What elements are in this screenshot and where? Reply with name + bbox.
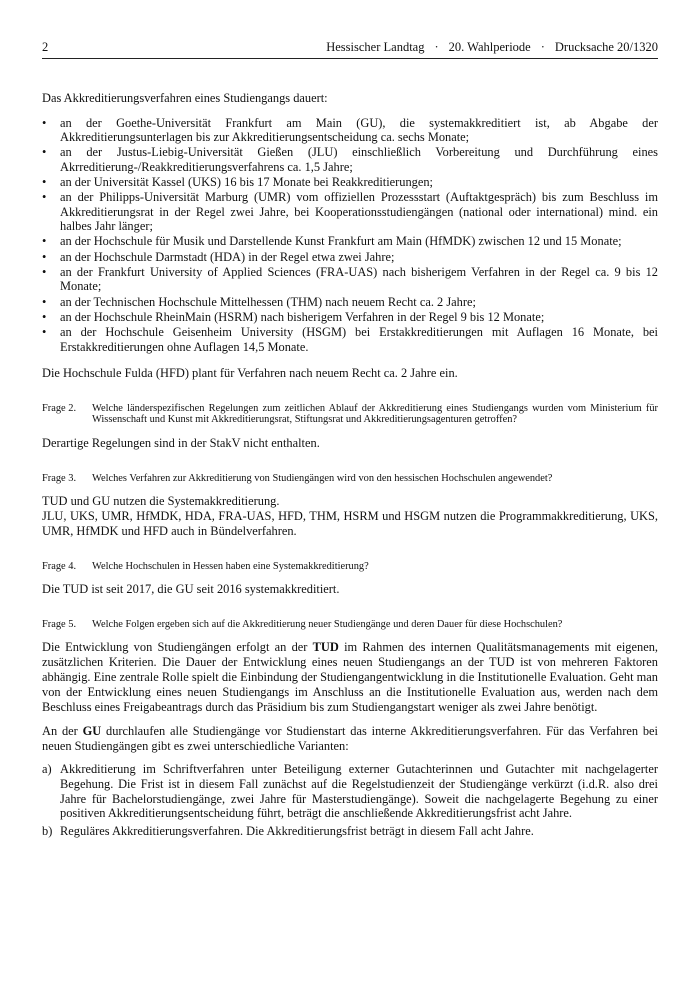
- list-item: a) Akkreditierung im Schriftverfahren unter Beteiligung externer Gutachterinnen und Gutachter mit nachgelagerter Begehung. Die Frist ist in diesem Fall zunächst auf die Regelstudienzeit der Studiengänge verkürzt (i.d.R. also drei Jahre für Bachelorstudiengänge, zwei Jahre für Masterstudiengänge). Soweit die nachgelagerte Begehung zu einer positiven Akkreditierungsentscheidung führt, beträgt die anschließende Akkreditierungsfrist acht Jahre.: [42, 762, 658, 821]
- list-item: • an der Philipps-Universität Marburg (UMR) vom offiziellen Prozessstart (Auftaktgespräch) bis zum Beschluss im Akkreditierungsrat in der Regel zwei Jahre, bei Kooperationsstudiengängen (national oder international) mind. ein halbes Jahr länger;: [42, 190, 658, 233]
- answer-5-gu-paragraph: An der GU durchlaufen alle Studiengänge vor Studienstart das interne Akkreditierungsverfahren. Für das Verfahren bei neuen Studiengängen gibt es zwei unterschiedliche Varianten:: [42, 724, 658, 754]
- bullet-icon: •: [42, 190, 47, 205]
- variant-list: [42, 762, 658, 839]
- tud-abbrev: TUD: [312, 640, 339, 655]
- question-4: [42, 561, 658, 573]
- question-2: [42, 403, 658, 426]
- bullet-icon: •: [42, 264, 47, 279]
- bullet-icon: •: [42, 145, 47, 160]
- gu-abbrev: GU: [82, 724, 102, 739]
- page-header: [42, 40, 658, 59]
- list-item: • an der Justus-Liebig-Universität Gießen (JLU) einschließlich Vorbereitung und Durchführung eines Akrreditierung-/Reakkreditierungsverfahrens ca. 1,5 Jahre;: [42, 145, 658, 174]
- bullet-icon: •: [42, 325, 47, 340]
- answer-2: Derartige Regelungen sind in der StakV nicht enthalten.: [42, 435, 320, 450]
- header-separator: ·: [434, 40, 439, 54]
- intro-paragraph: Das Akkreditierungsverfahren eines Studiengangs dauert:: [42, 91, 328, 105]
- header-info: [326, 40, 658, 55]
- bullet-icon: •: [42, 294, 47, 309]
- bullet-icon: •: [42, 249, 47, 264]
- question-text: Welche Folgen ergeben sich auf die Akkreditierung neuer Studiengänge und deren Dauer für diese Hochschulen?: [92, 618, 563, 630]
- list-item: b) Reguläres Akkreditierungsverfahren. Die Akkreditierungsfrist beträgt in diesem Fall acht Jahre.: [42, 824, 534, 839]
- page-number: 2: [42, 40, 49, 54]
- list-item: • an der Hochschule für Musik und Darstellende Kunst Frankfurt am Main (HfMDK) zwischen 12 und 15 Monate;: [42, 234, 622, 249]
- question-label: Frage 2.: [42, 402, 77, 414]
- question-label: Frage 3.: [42, 472, 77, 484]
- list-item: • an der Technischen Hochschule Mittelhessen (THM) nach neuem Recht ca. 2 Jahre;: [42, 294, 476, 309]
- duration-list: [42, 116, 658, 354]
- question-5: [42, 619, 658, 631]
- fulda-paragraph: Die Hochschule Fulda (HFD) plant für Verfahren nach neuem Recht ca. 2 Jahre ein.: [42, 365, 458, 380]
- question-text: Welche länderspezifischen Regelungen zum zeitlichen Ablauf der Akkreditierung eines Studiengangs wurden vom Ministerium für Wissenschaft und Kunst mit Akkreditierungsrat, Stiftungsrat und Akkreditierungsagenturen getroffen?: [92, 402, 658, 426]
- answer-3-line-1: TUD und GU nutzen die Systemakkreditierung.: [42, 494, 280, 509]
- list-item: • an der Hochschule Geisenheim University (HSGM) bei Erstakkreditierungen mit Auflagen 16 Monate, bei Erstakkreditierungen ohne Auflagen 14,5 Monate.: [42, 325, 658, 354]
- question-label: Frage 4.: [42, 560, 77, 572]
- bullet-icon: •: [42, 234, 47, 249]
- list-item: • an der Goethe-Universität Frankfurt am Main (GU), die systemakkreditiert ist, ab Abgabe der Akkreditierungsunterlagen bis zur Akkreditierungsentscheidung ca. sechs Monate;: [42, 115, 658, 144]
- answer-4: Die TUD ist seit 2017, die GU seit 2016 systemakkreditiert.: [42, 582, 340, 597]
- answer-3-line-2: JLU, UKS, UMR, HfMDK, HDA, FRA-UAS, HFD, THM, HSRM und HSGM nutzen die Programmakkreditierung, UKS, UMR, HfMDK und HFD auch in Bündelverfahren.: [42, 508, 658, 538]
- question-text: Welches Verfahren zur Akkreditierung von Studiengängen wird von den hessischen Hochschulen angewendet?: [92, 472, 553, 484]
- list-item: • an der Universität Kassel (UKS) 16 bis 17 Monate bei Reakkreditierungen;: [42, 174, 434, 189]
- publisher: Hessischer Landtag: [326, 40, 425, 54]
- document-page: [42, 40, 658, 842]
- legislative-period: 20. Wahlperiode: [448, 40, 531, 54]
- header-separator: ·: [540, 40, 545, 54]
- question-3: [42, 473, 658, 485]
- bullet-icon: •: [42, 309, 47, 324]
- bullet-icon: •: [42, 174, 47, 189]
- list-item: • an der Frankfurt University of Applied Sciences (FRA-UAS) nach bisherigem Verfahren in der Regel ca. 9 bis 12 Monate;: [42, 264, 658, 294]
- bullet-icon: •: [42, 115, 47, 130]
- question-text: Welche Hochschulen in Hessen haben eine Systemakkreditierung?: [92, 560, 369, 572]
- list-item: • an der Hochschule Darmstadt (HDA) in der Regel etwa zwei Jahre;: [42, 249, 395, 264]
- list-marker: a): [42, 762, 52, 777]
- list-marker: b): [42, 824, 53, 839]
- list-item: • an der Hochschule RheinMain (HSRM) nach bisherigem Verfahren in der Regel 9 bis 12 Monate;: [42, 309, 545, 324]
- question-label: Frage 5.: [42, 618, 77, 630]
- answer-5-tud-paragraph: Die Entwicklung von Studiengängen erfolgt an der TUD im Rahmen des internen Qualitätsmanagements mit eigenen, zusätzlichen Kriterien. Die Dauer der Entwicklung eines neuen Studiengangs an der TUD ist von mehreren Faktoren abhängig. Eine zentrale Rolle spielt die Einbindung der Studiengangentwicklung in die Institutionelle Evaluation. Geht man von der Entwicklung eines neuen Studiengangs im Anschluss an die Institutionelle Evaluation aus, werden nach dem Beschluss eines Freigabeantrags durch das Präsidium bis zum Studiengangstart weniger als zwei Jahre benötigt.: [42, 640, 658, 714]
- document-number: Drucksache 20/1320: [554, 40, 658, 54]
